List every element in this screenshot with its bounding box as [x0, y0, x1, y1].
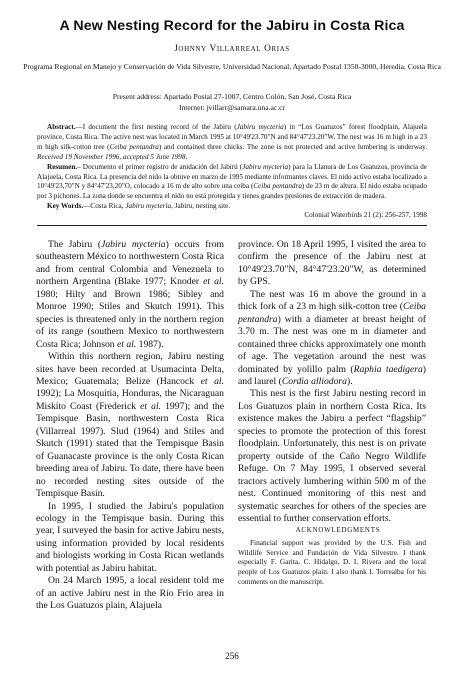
journal-citation: Colonial Waterbirds 21 (2): 256-257, 1998 — [304, 211, 427, 219]
acknowledgments-heading: ACKNOWLEDGMENTS — [295, 527, 381, 535]
author-name-text: Johnny Villarreal Orias — [174, 44, 290, 54]
abstract-label: Abstract. — [47, 123, 76, 131]
abstract-text: ) and contained three chicks. The zone is not protected and active lumbering is underway. — [158, 142, 428, 151]
body-text: ) occurs from southeastern México to northwestern Costa Rica and from central Colombia and Venezuela to northern Argentina (Blake 1977; Knoder — [36, 239, 224, 288]
right-column — [238, 239, 426, 586]
et-al: et al. — [200, 375, 224, 387]
body-text: 1980; Hilty and Brown 1986; Sibley and Monroe 1990; Stiles and Skutch 1991). This species is threatened only in the northern region of its range (southern Mexico to northwestern Costa Rica; Johnson — [36, 288, 224, 350]
body-text: The Jabiru ( — [48, 239, 102, 250]
body-text: Within this northern region, Jabiru nesting sites have been recorded at Usumacinta Delta, Mexico; Guatemala; Belize (Hancock — [36, 351, 224, 387]
header-divider — [37, 225, 427, 226]
resumen-species: Jabiru mycteria — [242, 162, 289, 171]
abstract-text: ) in “Los Guatuzos” forest floodplain, Alajuela province, Costa Rica. The active nest was located in March 1995 at 10°49'23.70"N and 84°47'23.20"W. The nest was 16 m high in a 23 m high silk-cotton tree ( — [37, 123, 427, 151]
keywords-label: Key Words. — [47, 202, 84, 211]
body-text: The nest was 16 m above the ground in a thick fork of a 23 m high silk-cotton tree ( — [238, 288, 426, 313]
body-text: 1992); La Mosquitia, Honduras, the Nicaraguan Miskito Coast (Frederick — [36, 388, 224, 412]
body-text: ). — [346, 375, 353, 387]
present-address: Present address: Apartado Postal 27-1007, Centro Colón, San José, Costa Rica — [112, 92, 352, 101]
resumen-text: ) para la Llanura de Los Guatuzos, provincia de Alajuela, Costa Rica. La presencia del nido la obtuve en marzo de 1995 mediante informantes claves. El nido activo estaba localizado a 10°49'23,70"N y 84°47'23,20"O, colocado a 16 m de alto sobre una ceiba ( — [37, 162, 427, 191]
body-paragraph — [36, 351, 224, 500]
internet-address: Internet: jvillarr@samara.una.ac.cr — [178, 102, 286, 112]
body-paragraph: province. On 18 April 1995, I visited the area to confirm the presence of the Jabiru nest at 10°49'23.70"N, 84°47'23.20"W, as determined by GPS. — [238, 239, 426, 288]
left-column — [36, 239, 224, 613]
present-address-block — [22, 92, 442, 113]
abstract-species: Jabiru mycteria — [236, 123, 284, 131]
body-paragraph: On 24 March 1995, a local resident told me of an active Jabiru nest in the Río Frío area in the Los Guatuzos plain, Alajuela — [36, 575, 224, 612]
resumen-text: – Documento el primer registro de anidación del Jabirú ( — [77, 162, 243, 171]
acknowledgments-text: Financial support was provided by the U.S. Fish and Wildlife Service and Fundación de Vida Silvestre. I thank especially F. Garita, C. Hidalgo, D. I. Rivera and the local people of Los Guatuzos plain. I also thank I. Torrealba for his comments on the manuscript. — [238, 537, 426, 586]
received-dates: Received 19 November 1996, accepted 5 June 1998. — [37, 152, 188, 161]
resumen-label: Resumen. — [47, 162, 78, 171]
body-text: ) and laurel ( — [238, 363, 426, 387]
article-title: A New Nesting Record for the Jabiru in Costa Rica — [59, 18, 405, 34]
body-paragraph: This nest is the first Jabiru nesting record in Los Guatuzos plain in northern Costa Rica. Its existence makes the Jabiru a perfect “flagship” species to promote the protection of this forest floodplain. Unfortunately, this nest is on private property outside of the Caño Negro Wildlife Refuge. On 7 May 1995, I observed several tractors actively lumbering within 500 m of the nest. Continued monitoring of this nest and systematic searches for others of the species are essential to further conservation efforts. — [238, 388, 426, 524]
et-al: et al. — [140, 400, 162, 412]
species-name: Jabiru mycteria — [101, 239, 166, 250]
abstract-text: —I document the first nesting record of the Jabiru ( — [75, 123, 237, 131]
body-text: ) with a diameter at breast height of 3.70 m. The nest was one m in diameter and contained three chicks approximately one month of age. The vegetation around the nest was dominated by yolillo palm ( — [238, 313, 426, 375]
body-paragraph — [36, 239, 224, 351]
abstract-paragraph — [37, 123, 427, 163]
body-text: 1987). — [136, 338, 164, 350]
author-affiliation: Programa Regional en Manejo y Conservación de Vida Silvestre, Universidad Nacional, Apartado Postal 1350-3000, Heredia, Costa Rica — [23, 62, 441, 71]
author-name — [0, 44, 464, 54]
page-number: 256 — [225, 651, 239, 661]
species-name: Cordia alliodora — [281, 375, 347, 387]
species-name: Ceiba pentandra — [238, 301, 426, 325]
resumen-paragraph — [37, 163, 427, 203]
keywords-species: Jabiru mycteria — [125, 202, 172, 211]
keywords-text: , Jabiru, nesting site. — [171, 202, 231, 211]
body-paragraph — [238, 289, 426, 389]
et-al: et al. — [203, 276, 224, 288]
et-al: et al. — [117, 338, 137, 350]
abstract-tree: Ceiba pentandra — [109, 142, 159, 151]
body-paragraph: In 1995, I studied the Jabiru's population ecology in the Tempisque basin. During this year, I surveyed the basin for active Jabiru nests, using information provided by local residents and biologists working in Costa Rican wetlands with potential as Jabiru habitat. — [36, 500, 224, 574]
abstract-block — [37, 123, 427, 212]
resumen-tree: Ceiba pentandra — [253, 182, 302, 191]
species-name: Raphia taedigera — [353, 363, 423, 375]
resumen-text: ) de 23 m de altura. El nido estaba ocupado por 3 pichones. La zona donde se encuentra el nido no está protegida y tienes grandes presiones de extracción de madera. — [37, 182, 428, 201]
keywords-text: —Costa Rica, — [83, 202, 126, 211]
body-text: 1997); and the Tempisque Basin, northwestern Costa Rica (Villarreal 1997). Slud (1964) and Stiles and Skutch (1991) stated that the Tempisque Basin of Guanacaste province is the only Costa Rican breeding area of Jabiru. To date, there have been no recorded nesting sites outside of the Tempisque Basin. — [36, 400, 224, 500]
